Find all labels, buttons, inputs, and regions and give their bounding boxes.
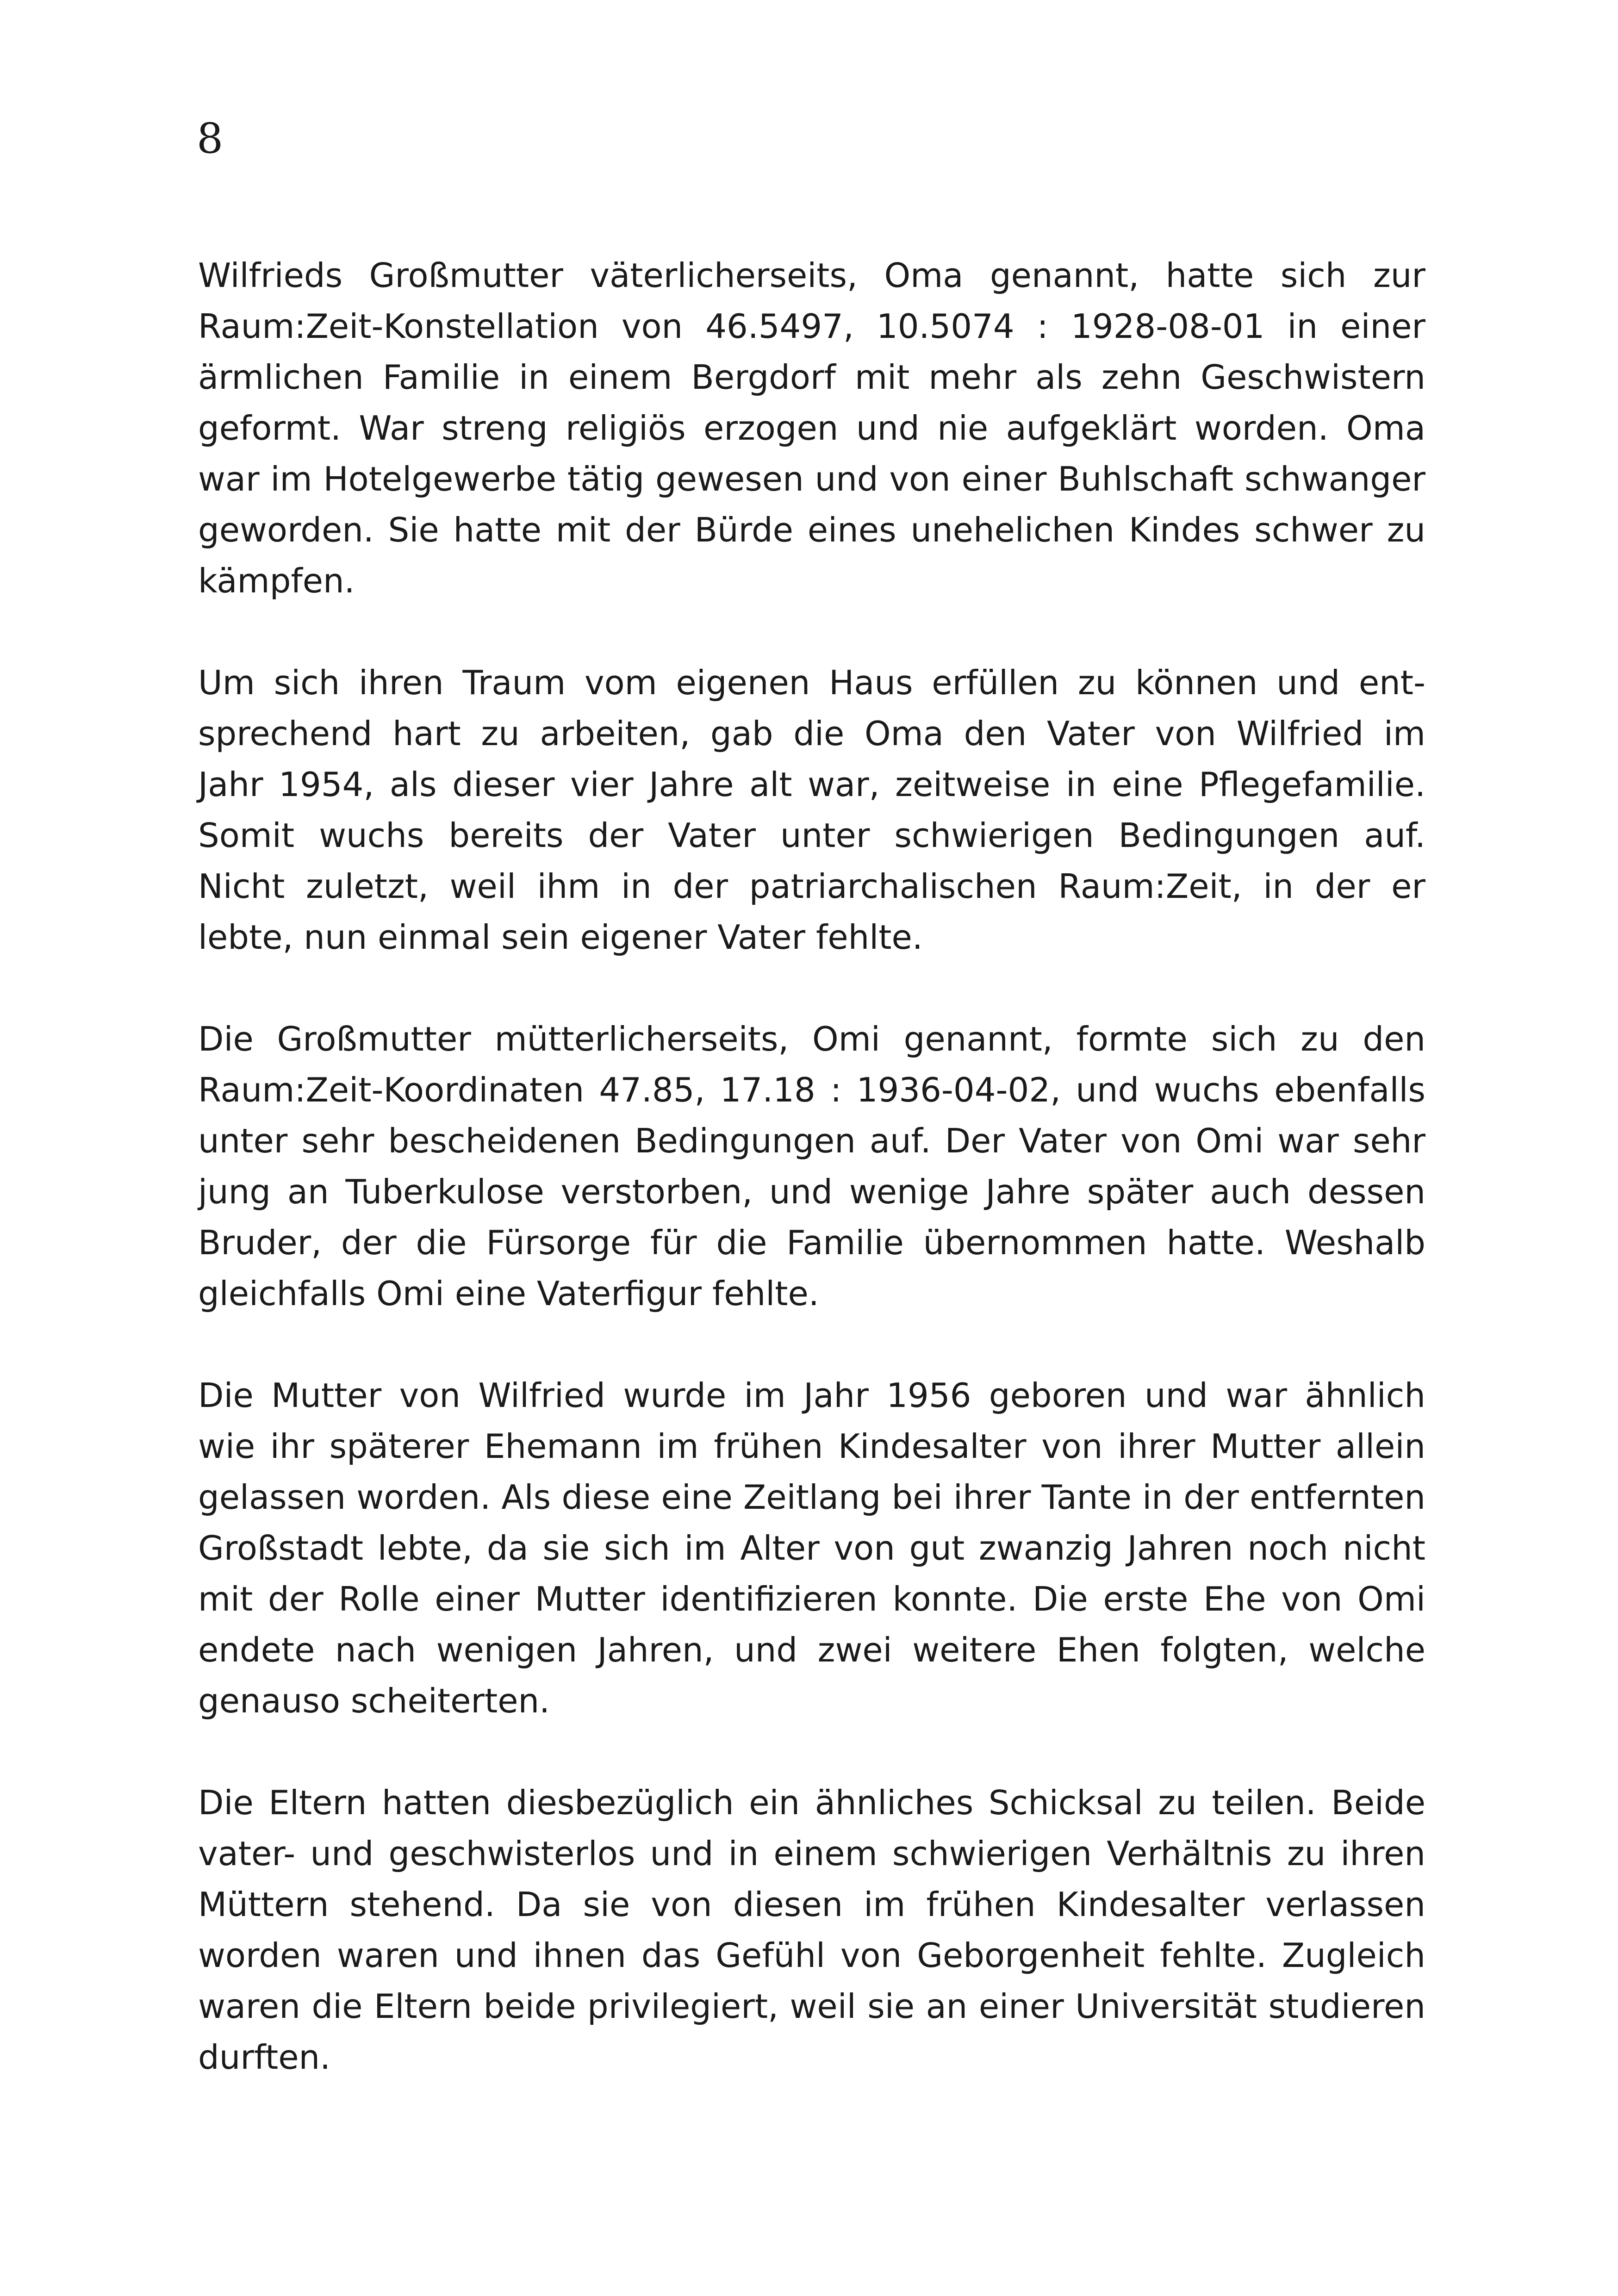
paragraph-line: geworden. Sie hatte mit der Bürde eines unehelichen Kindes schwer zu — [198, 510, 1425, 549]
paragraph-line: Müttern stehend. Da sie von diesen im frühen Kindesalter verlassen — [198, 1885, 1425, 1924]
paragraph-3 — [198, 1014, 1425, 1319]
paragraph-line: gelassen worden. Als diese eine Zeitlang bei ihrer Tante in der entfernten — [198, 1478, 1425, 1517]
paragraph-line: Somit wuchs bereits der Vater unter schwierigen Bedingungen auf. — [198, 816, 1425, 855]
paragraph-line: Nicht zuletzt, weil ihm in der patriarchalischen Raum:Zeit, in der er — [198, 867, 1425, 906]
paragraph-line: wie ihr späterer Ehemann im frühen Kindesalter von ihrer Mutter allein — [198, 1427, 1425, 1466]
paragraph-line: waren die Eltern beide privilegiert, weil sie an einer Universität studieren — [198, 1987, 1425, 2026]
paragraph-line: Raum:Zeit-Koordinaten 47.85, 17.18 : 1936-04-02, und wuchs ebenfalls — [198, 1070, 1425, 1109]
paragraph-2 — [198, 657, 1425, 963]
paragraph-line: war im Hotelgewerbe tätig gewesen und von einer Buhlschaft schwanger — [198, 460, 1425, 498]
paragraph-line: ärmlichen Familie in einem Bergdorf mit mehr als zehn Geschwistern — [198, 358, 1425, 397]
paragraph-line: gleichfalls Omi eine Vaterfigur fehlte. — [198, 1274, 819, 1313]
paragraph-line: sprechend hart zu arbeiten, gab die Oma den Vater von Wilfried im — [198, 714, 1425, 753]
paragraph-5 — [198, 1777, 1425, 2083]
paragraph-line: vater- und geschwisterlos und in einem schwierigen Verhältnis zu ihren — [198, 1834, 1425, 1873]
paragraph-line: jung an Tuberkulose verstorben, und wenige Jahre später auch dessen — [198, 1172, 1425, 1211]
paragraph-line: Jahr 1954, als dieser vier Jahre alt war, zeitweise in eine Pflegefamilie. — [198, 765, 1425, 804]
paragraph-line: Raum:Zeit-Konstellation von 46.5497, 10.5074 : 1928-08-01 in einer — [198, 307, 1425, 346]
paragraph-line: Bruder, der die Fürsorge für die Familie übernommen hatte. Weshalb — [198, 1223, 1425, 1262]
paragraph-line: genauso scheiterten. — [198, 1681, 550, 1720]
paragraph-line: worden waren und ihnen das Gefühl von Geborgenheit fehlte. Zugleich — [198, 1936, 1425, 1975]
paragraph-line: mit der Rolle einer Mutter identifizieren konnte. Die erste Ehe von Omi — [198, 1580, 1425, 1618]
paragraph-1 — [198, 250, 1425, 606]
paragraph-line: Um sich ihren Traum vom eigenen Haus erfüllen zu können und ent- — [198, 663, 1425, 702]
paragraph-line: unter sehr bescheidenen Bedingungen auf. Der Vater von Omi war sehr — [198, 1121, 1425, 1160]
paragraph-4 — [198, 1370, 1425, 1726]
paragraph-line: Die Großmutter mütterlicherseits, Omi genannt, formte sich zu den — [198, 1020, 1425, 1058]
paragraph-line: kämpfen. — [198, 561, 355, 600]
paragraph-line: endete nach wenigen Jahren, und zwei weitere Ehen folgten, welche — [198, 1630, 1425, 1669]
paragraph-line: Die Eltern hatten diesbezüglich ein ähnliches Schicksal zu teilen. Beide — [198, 1783, 1425, 1822]
paragraph-line: Großstadt lebte, da sie sich im Alter von gut zwanzig Jahren noch nicht — [198, 1529, 1425, 1568]
paragraph-line: geformt. War streng religiös erzogen und nie aufgeklärt worden. Oma — [198, 409, 1425, 448]
paragraph-line: durften. — [198, 2038, 331, 2077]
page-number: 8 — [197, 114, 224, 163]
paragraph-line: lebte, nun einmal sein eigener Vater fehlte. — [198, 918, 923, 957]
paragraph-line: Wilfrieds Großmutter väterlicherseits, Oma genannt, hatte sich zur — [198, 256, 1425, 295]
paragraph-line: Die Mutter von Wilfried wurde im Jahr 1956 geboren und war ähnlich — [198, 1376, 1425, 1415]
